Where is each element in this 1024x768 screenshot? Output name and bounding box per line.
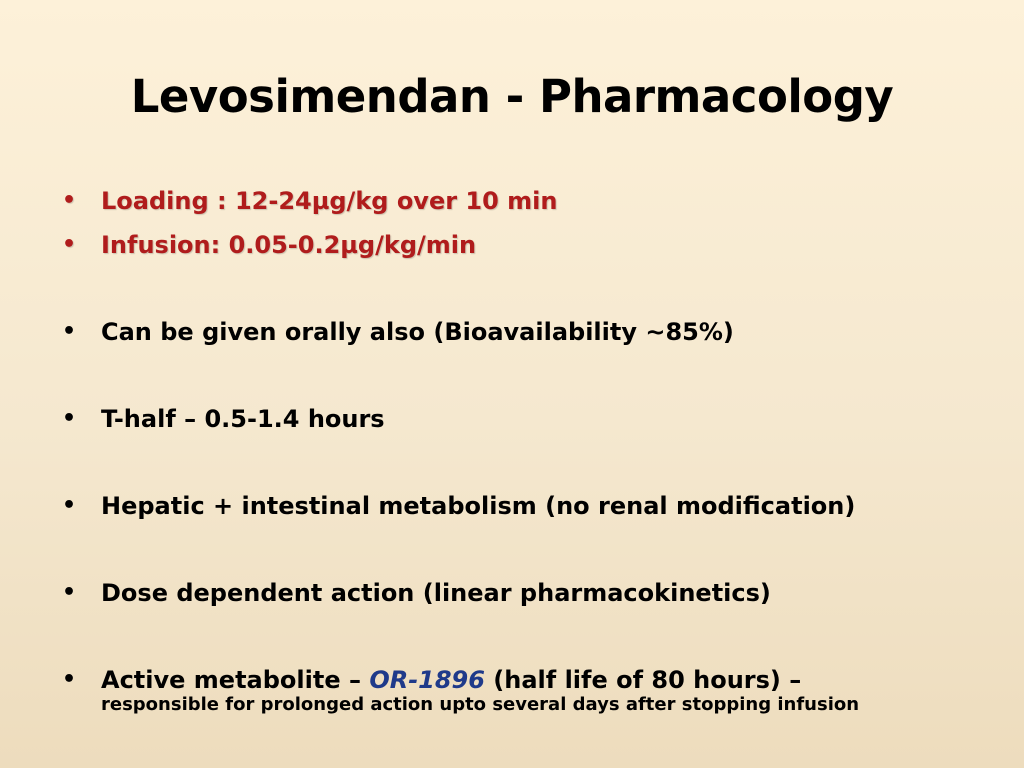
bullet-metabolism xyxy=(60,486,1000,526)
bullet-dot: • xyxy=(62,667,77,692)
bullet-dot: • xyxy=(62,406,77,431)
bullet-text: Hepatic + intestinal metabolism (no renal modification) xyxy=(101,492,856,520)
bullet-text: Loading : 12-24µg/kg over 10 min xyxy=(101,187,558,215)
bullet-dot: • xyxy=(62,580,77,605)
bullet-oral-bioavailability xyxy=(60,312,1000,352)
metabolite-name: OR-1896 xyxy=(369,666,485,694)
bullet-text: Can be given orally also (Bioavailability ~85%) xyxy=(101,318,734,346)
bullet-text: Infusion: 0.05-0.2µg/kg/min xyxy=(101,231,477,259)
bullet-text: T-half – 0.5-1.4 hours xyxy=(101,405,385,433)
bullet-dot: • xyxy=(62,493,77,518)
bullet-prefix: Active metabolite – xyxy=(101,666,370,694)
bullet-dose-dependent xyxy=(60,573,1000,613)
bullet-loading-dose xyxy=(60,181,1000,221)
bullet-active-metabolite xyxy=(60,660,1000,716)
bullet-suffix: (half life of 80 hours) – xyxy=(484,666,802,694)
bullet-dot: • xyxy=(62,232,77,257)
bullet-dot: • xyxy=(62,319,77,344)
bullet-dot: • xyxy=(62,188,77,213)
bullet-infusion-dose xyxy=(60,225,1000,265)
bullet-list xyxy=(60,181,1000,716)
bullet-subtext: responsible for prolonged action upto several days after stopping infusion xyxy=(101,694,860,715)
bullet-half-life xyxy=(60,399,1000,439)
slide-title: Levosimendan - Pharmacology xyxy=(130,70,894,123)
bullet-text: Dose dependent action (linear pharmacokinetics) xyxy=(101,579,771,607)
